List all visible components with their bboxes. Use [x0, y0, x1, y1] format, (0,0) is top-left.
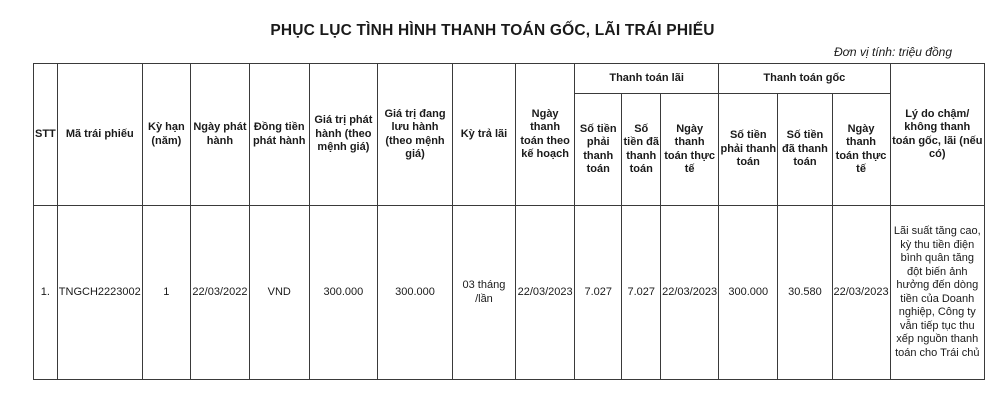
- document-title: PHỤC LỤC TÌNH HÌNH THANH TOÁN GỐC, LÃI TRÁI PHIẾU: [270, 22, 715, 39]
- cell-principal-paid: 30.580: [778, 206, 832, 380]
- header-reason: Lý do chậm/ không thanh toán gốc, lãi (nếu có): [890, 64, 984, 206]
- cell-term: 1: [142, 206, 190, 380]
- header-planned-date: Ngày thanh toán theo kế hoạch: [516, 64, 575, 206]
- header-interest-paid: Số tiền đã thanh toán: [622, 94, 661, 206]
- unit-note: Đơn vị tính: triệu đồng: [834, 45, 952, 59]
- cell-planned-date: 22/03/2023: [516, 206, 575, 380]
- cell-principal-actual-date: 22/03/2023: [832, 206, 890, 380]
- header-principal-group: Thanh toán gốc: [719, 64, 890, 94]
- cell-interest-due: 7.027: [575, 206, 622, 380]
- header-outstanding: Giá trị đang lưu hành (theo mệnh giá): [378, 64, 452, 206]
- header-issue-date: Ngày phát hành: [190, 64, 249, 206]
- cell-interest-actual-date: 22/03/2023: [661, 206, 719, 380]
- header-principal-paid: Số tiền đã thanh toán: [778, 94, 832, 206]
- cell-reason: Lãi suất tăng cao, kỳ thu tiền điện bình quân tăng đột biến ảnh hưởng đến dòng tiền của Doanh nghiệp, Công ty vẫn tiếp tục thu xếp nguồn thanh toán cho Trái chủ: [890, 206, 984, 380]
- header-principal-due: Số tiền phải thanh toán: [719, 94, 778, 206]
- cell-face-value: 300.000: [309, 206, 378, 380]
- header-term: Kỳ hạn (năm): [142, 64, 190, 206]
- header-face-value: Giá trị phát hành (theo mệnh giá): [309, 64, 378, 206]
- header-interest-period: Kỳ trả lãi: [452, 64, 515, 206]
- header-principal-actual-date: Ngày thanh toán thực tế: [832, 94, 890, 206]
- cell-bond-code: TNGCH2223002: [57, 206, 142, 380]
- header-stt: STT: [34, 64, 58, 206]
- cell-outstanding: 300.000: [378, 206, 452, 380]
- header-interest-actual-date: Ngày thanh toán thực tế: [661, 94, 719, 206]
- table-row: [34, 206, 985, 380]
- header-currency: Đồng tiền phát hành: [249, 64, 309, 206]
- header-interest-group: Thanh toán lãi: [575, 64, 719, 94]
- cell-currency: VND: [249, 206, 309, 380]
- cell-interest-period: 03 tháng /lần: [452, 206, 515, 380]
- cell-principal-due: 300.000: [719, 206, 778, 380]
- header-interest-due: Số tiền phải thanh toán: [575, 94, 622, 206]
- header-bond-code: Mã trái phiếu: [57, 64, 142, 206]
- cell-interest-paid: 7.027: [622, 206, 661, 380]
- cell-issue-date: 22/03/2022: [190, 206, 249, 380]
- cell-stt: 1.: [34, 206, 58, 380]
- header-row-group: [34, 64, 985, 94]
- bond-payment-table: [33, 63, 985, 380]
